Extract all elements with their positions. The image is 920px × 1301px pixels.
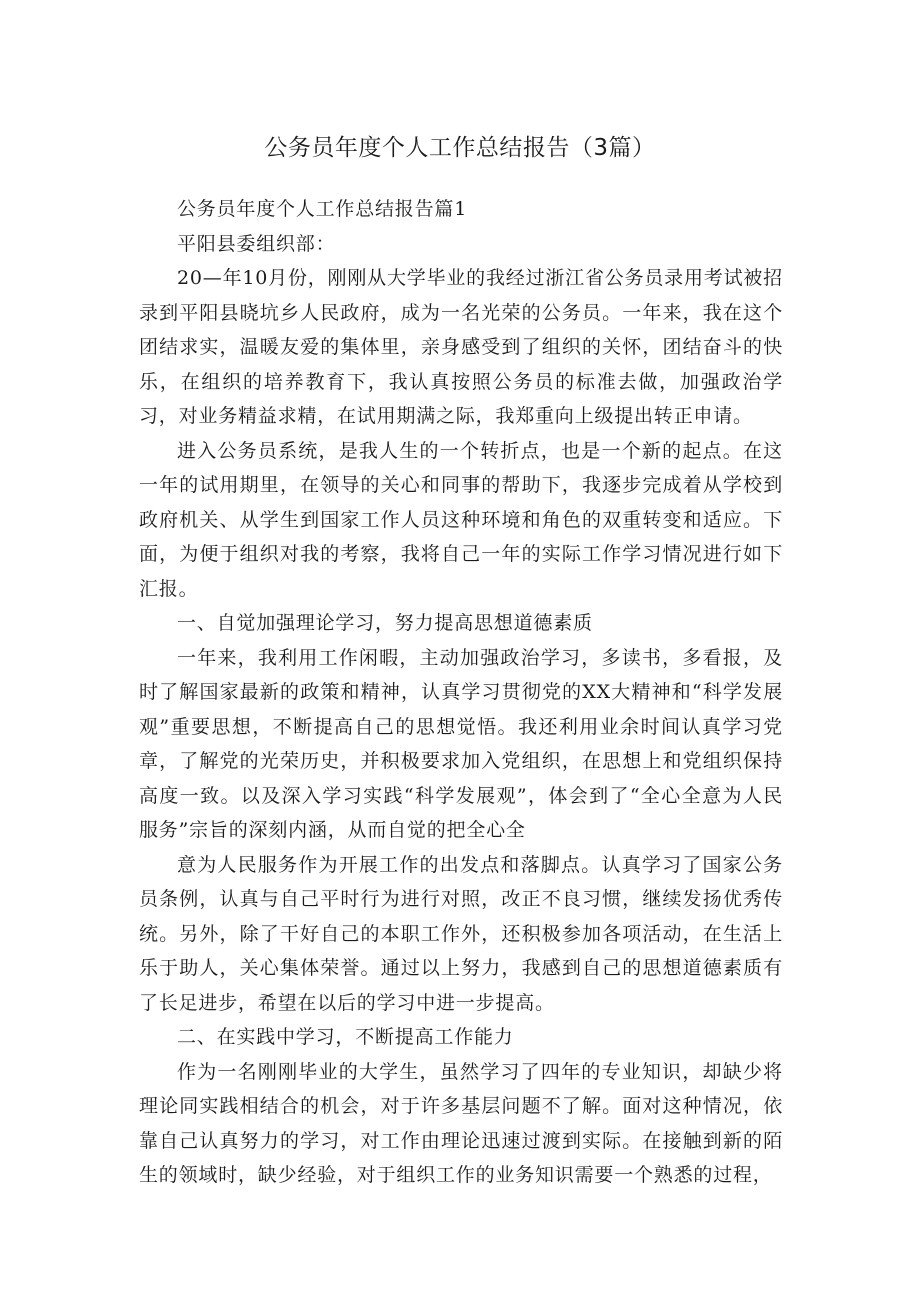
document-title: 公务员年度个人工作总结报告（3篇） bbox=[264, 135, 656, 162]
body-paragraph: 进入公务员系统，是我人生的一个转折点，也是一个新的起点。在这一年的试用期里，在领导的关心和同事的帮助下，我逐步完成着从学校到政府机关、从学生到国家工作人员这种环境和角色的双重转变和适应。下面，为便于组织对我的考察，我将自己一年的实际工作学习情况进行如下汇报。 bbox=[139, 439, 783, 600]
section-heading: 二、在实践中学习，不断提高工作能力 bbox=[177, 1026, 514, 1048]
body-paragraph: 一年来，我利用工作闲暇，主动加强政治学习，多读书，多看报，及时了解国家最新的政策和精神，认真学习贯彻党的XX大精神和“科学发展观”重要思想，不断提高自己的思想觉悟。我还利用业余时间认真学习党章，了解党的光荣历史，并积极要求加入党组织，在思想上和党组织保持高度一致。以及深入学习实践“科学发展观”，体会到了“全心全意为人民服务”宗旨的深刻内涵，从而自觉的把全心全 bbox=[139, 646, 783, 841]
subtitle-paragraph: 公务员年度个人工作总结报告篇1 bbox=[177, 198, 468, 220]
salutation-paragraph: 平阳县委组织部： bbox=[177, 232, 336, 255]
body-paragraph: 作为一名刚刚毕业的大学生，虽然学习了四年的专业知识，却缺少将理论同实践相结合的机会，对于许多基层问题不了解。面对这种情况，依靠自己认真努力的学习，对工作由理论迅速过渡到实际。在接触到新的陌生的领域时，缺少经验，对于组织工作的业务知识需要一个熟悉的过程， bbox=[139, 1060, 783, 1186]
section-heading: 一、自觉加强理论学习，努力提高思想道德素质 bbox=[177, 612, 593, 634]
document-body bbox=[139, 192, 783, 1193]
body-paragraph: 20—年10月份，刚刚从大学毕业的我经过浙江省公务员录用考试被招录到平阳县晓坑乡人民政府，成为一名光荣的公务员。一年来，我在这个团结求实，温暖友爱的集体里，亲身感受到了组织的关怀，团结奋斗的快乐，在组织的培养教育下，我认真按照公务员的标准去做，加强政治学习，对业务精益求精，在试用期满之际，我郑重向上级提出转正申请。 bbox=[139, 267, 783, 427]
body-paragraph: 意为人民服务作为开展工作的出发点和落脚点。认真学习了国家公务员条例，认真与自己平时行为进行对照，改正不良习惯，继续发扬优秀传统。另外，除了干好自己的本职工作外，还积极参加各项活动，在生活上乐于助人，关心集体荣誉。通过以上努力，我感到自己的思想道德素质有了长足进步，希望在以后的学习中进一步提高。 bbox=[139, 853, 783, 1014]
